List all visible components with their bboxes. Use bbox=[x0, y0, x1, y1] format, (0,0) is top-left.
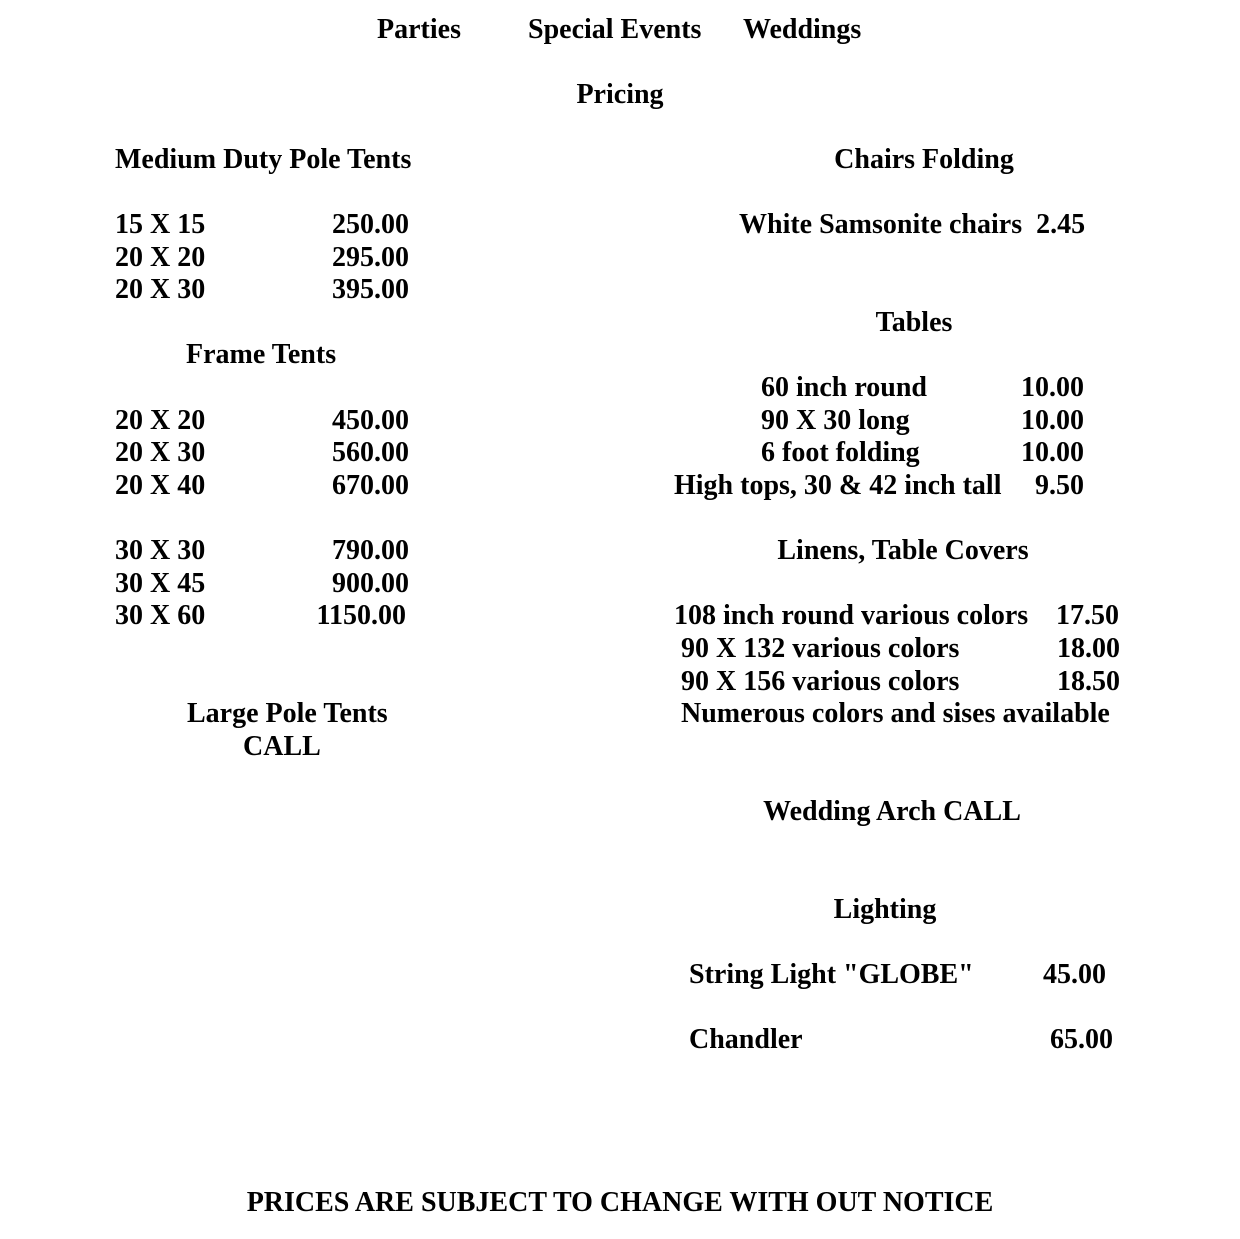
lighting-price: 65.00 bbox=[1050, 1024, 1113, 1055]
medium-pole-price: 295.00 bbox=[332, 242, 409, 273]
frame-price: 450.00 bbox=[332, 405, 409, 436]
wedding-arch: Wedding Arch CALL bbox=[763, 796, 1021, 827]
frame-size: 20 X 20 bbox=[115, 405, 206, 436]
linens-heading: Linens, Table Covers bbox=[777, 535, 1029, 566]
lighting-name: Chandler bbox=[689, 1024, 803, 1055]
linen-price: 18.50 bbox=[1057, 666, 1120, 697]
table-name: 60 inch round bbox=[761, 372, 927, 403]
table-price: 10.00 bbox=[1021, 372, 1084, 403]
linen-price: 17.50 bbox=[1056, 600, 1119, 631]
nav-link-parties[interactable]: Parties bbox=[377, 14, 461, 45]
large-pole-call: CALL bbox=[243, 731, 321, 762]
medium-pole-size: 20 X 30 bbox=[115, 274, 206, 305]
nav-link-special-events[interactable]: Special Events bbox=[528, 14, 702, 45]
medium-pole-heading: Medium Duty Pole Tents bbox=[115, 144, 412, 175]
medium-pole-price: 250.00 bbox=[332, 209, 409, 240]
frame-size: 30 X 30 bbox=[115, 535, 206, 566]
linen-name: 90 X 132 various colors bbox=[681, 633, 960, 664]
frame-tents-heading: Frame Tents bbox=[186, 339, 337, 370]
table-name: High tops, 30 & 42 inch tall bbox=[674, 470, 1002, 501]
table-price: 9.50 bbox=[1035, 470, 1084, 501]
lighting-name: String Light "GLOBE" bbox=[689, 959, 974, 990]
chairs-item: White Samsonite chairs 2.45 bbox=[739, 209, 1086, 240]
frame-size: 30 X 45 bbox=[115, 568, 206, 599]
medium-pole-size: 15 X 15 bbox=[115, 209, 206, 240]
linen-name: 108 inch round various colors bbox=[674, 600, 1029, 631]
frame-price: 790.00 bbox=[332, 535, 409, 566]
page-title: Pricing bbox=[576, 79, 664, 110]
linen-price: 18.00 bbox=[1057, 633, 1120, 664]
frame-size: 20 X 30 bbox=[115, 437, 206, 468]
frame-size: 30 X 60 bbox=[115, 600, 206, 631]
frame-price: 670.00 bbox=[332, 470, 409, 501]
linens-note: Numerous colors and sises available bbox=[681, 698, 1110, 729]
table-price: 10.00 bbox=[1021, 437, 1084, 468]
table-name: 90 X 30 long bbox=[761, 405, 910, 436]
medium-pole-price: 395.00 bbox=[332, 274, 409, 305]
tables-heading: Tables bbox=[875, 307, 953, 338]
lighting-heading: Lighting bbox=[833, 894, 937, 925]
linen-name: 90 X 156 various colors bbox=[681, 666, 960, 697]
large-pole-heading: Large Pole Tents bbox=[187, 698, 388, 729]
lighting-price: 45.00 bbox=[1043, 959, 1106, 990]
table-price: 10.00 bbox=[1021, 405, 1084, 436]
frame-size: 20 X 40 bbox=[115, 470, 206, 501]
footer-notice: PRICES ARE SUBJECT TO CHANGE WITH OUT NOTICE bbox=[246, 1187, 994, 1218]
frame-price: 560.00 bbox=[332, 437, 409, 468]
frame-price: 900.00 bbox=[332, 568, 409, 599]
medium-pole-size: 20 X 20 bbox=[115, 242, 206, 273]
nav-link-weddings[interactable]: Weddings bbox=[743, 14, 862, 45]
chairs-heading: Chairs Folding bbox=[834, 144, 1014, 175]
frame-price: 1150.00 bbox=[316, 600, 406, 631]
table-name: 6 foot folding bbox=[761, 437, 920, 468]
